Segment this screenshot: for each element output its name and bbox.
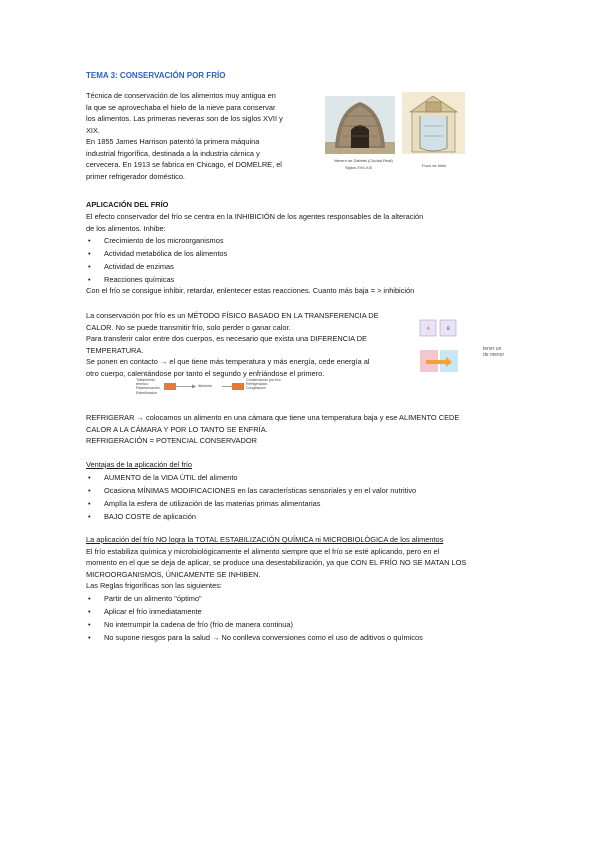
intro-line: primer refrigerador doméstico. (86, 171, 185, 181)
transferencia-line: Se ponen en contacto → el que tiene más temperatura y más energía, cede energía al (86, 357, 370, 366)
heat-transfer-diagram (418, 318, 478, 376)
intro-line: la que se aprovechaba el hielo de la nieve para conservar (86, 102, 276, 112)
process-right-label: Conservación por frío: Refrigeración, Congelación (246, 378, 282, 391)
intro-line: cervecera. En 1913 se fabrica en Chicago, el DOMELRE, el (86, 160, 282, 169)
list-item: • No supone riesgos para la salud → No conlleva conversiones como el uso de aditivos o químicos (88, 633, 423, 642)
aplicacion-line: El efecto conservador del frío se centra en la INHIBICIÓN de los agentes responsables de la alteración (86, 212, 424, 221)
intro-line: En 1855 James Harrison patentó la primera máquina (86, 137, 260, 146)
nevero-caption: Siglos XVII-XIX (345, 165, 373, 170)
process-left-label: Tratamiento térmico: Pasteurización, Esterilización (136, 378, 161, 395)
section-heading-aplicacion: APLICACIÓN DEL FRÍO (86, 200, 169, 209)
intro-line: industrial frigorífica, destinada a la industria cárnica y (86, 148, 260, 158)
transferencia-line: TEMPERATURA. (86, 345, 144, 355)
transferencia-line: CALOR. No se puede transmitir frío, solo perder o ganar calor. (86, 322, 291, 332)
ice-well-diagram (402, 92, 465, 162)
intro-line: Técnica de conservación de los alimentos muy antigua en (86, 91, 276, 100)
aplicacion-line: de los alimentos. Inhibe: (86, 223, 166, 233)
svg-text:A: A (427, 326, 430, 331)
estabilizacion-line: MICROORGANISMOS, ÚNICAMENTE SE INHIBEN. (86, 569, 261, 579)
intro-line: los alimentos. Las primeras neveras son de los siglos XVII y (86, 114, 283, 123)
list-item: • Aplicar el frío inmediatamente (88, 607, 202, 616)
list-item: • Actividad de enzimas (88, 262, 174, 271)
estabilizacion-line: El frío estabiliza química y microbiológicamente el alimento siempre que el frío se esté aplicando, pero en el (86, 546, 440, 556)
refrigerar-line: REFRIGERACIÓN = POTENCIAL CONSERVADOR (86, 436, 257, 445)
list-item: • No interrumpir la cadena de frío (frío de manera continua) (88, 620, 293, 629)
list-item: • Amplía la esfera de utilización de las materias primas alimentarias (88, 499, 321, 508)
nevero-caption: Nevero de Daimiel (Ciudad Real) (334, 158, 393, 163)
transferencia-line: Para transferir calor entre dos cuerpos, es necesario que exista una DIFERENCIA DE (86, 334, 367, 343)
nevero-photo (325, 96, 395, 162)
estabilizacion-line: Las Reglas frigoríficas son las siguientes: (86, 581, 222, 590)
aplicacion-closing: Con el frío se consigue inhibir, retardar, enlentecer estas reacciones. Cuanto más baja = > inhibición (86, 286, 415, 295)
list-item: • AUMENTO de la VIDA ÚTIL del alimento (88, 473, 238, 482)
page-title: TEMA 3: CONSERVACIÓN POR FRÍO (86, 71, 226, 80)
diagram-label: tener un de menor (483, 346, 505, 358)
list-item: • Partir de un alimento "óptimo" (88, 594, 202, 603)
transferencia-line: La conservación por frío es un MÉTODO FÍSICO BASADO EN LA TRANSFERENCIA DE (86, 311, 379, 320)
refrigerar-line: CALOR A LA CÁMARA Y POR LO TANTO SE ENFRÍA. (86, 424, 268, 434)
list-item: • Actividad metabólica de los alimentos (88, 249, 228, 258)
list-item: • BAJO COSTE de aplicación (88, 512, 197, 521)
process-mid-label: Alimento (198, 384, 212, 388)
list-item: • Reacciones químicas (88, 275, 175, 284)
section-heading-ventajas: Ventajas de la aplicación del frío (86, 460, 193, 469)
intro-line: XIX. (86, 125, 100, 135)
estabilizacion-line: momento en el que se deja de aplicar, se produce una desestabilización, ya que CON EL FRÍO NO SE MATAN LOS (86, 558, 467, 567)
list-item: • Ocasiona MÍNIMAS MODIFICACIONES en las características sensoriales y en el valor nutritivo (88, 486, 417, 495)
refrigerar-line: REFRIGERAR → colocamos un alimento en una cámara que tiene una temperatura baja y ese ALIMENTO CEDE (86, 413, 460, 422)
list-item: • Crecimiento de los microorganismos (88, 236, 224, 245)
ice-well-caption: Pozo de hielo (422, 163, 447, 168)
svg-text:B: B (447, 326, 450, 331)
section-heading-estabilizacion: La aplicación del frío NO logra la TOTAL ESTABILIZACIÓN QUÍMICA ni MICROBIOLÓGICA de los alimentos (86, 535, 444, 544)
transferencia-line: otro cuerpo, calentándose por tanto el segundo y enfriándose el primero. (86, 368, 325, 378)
